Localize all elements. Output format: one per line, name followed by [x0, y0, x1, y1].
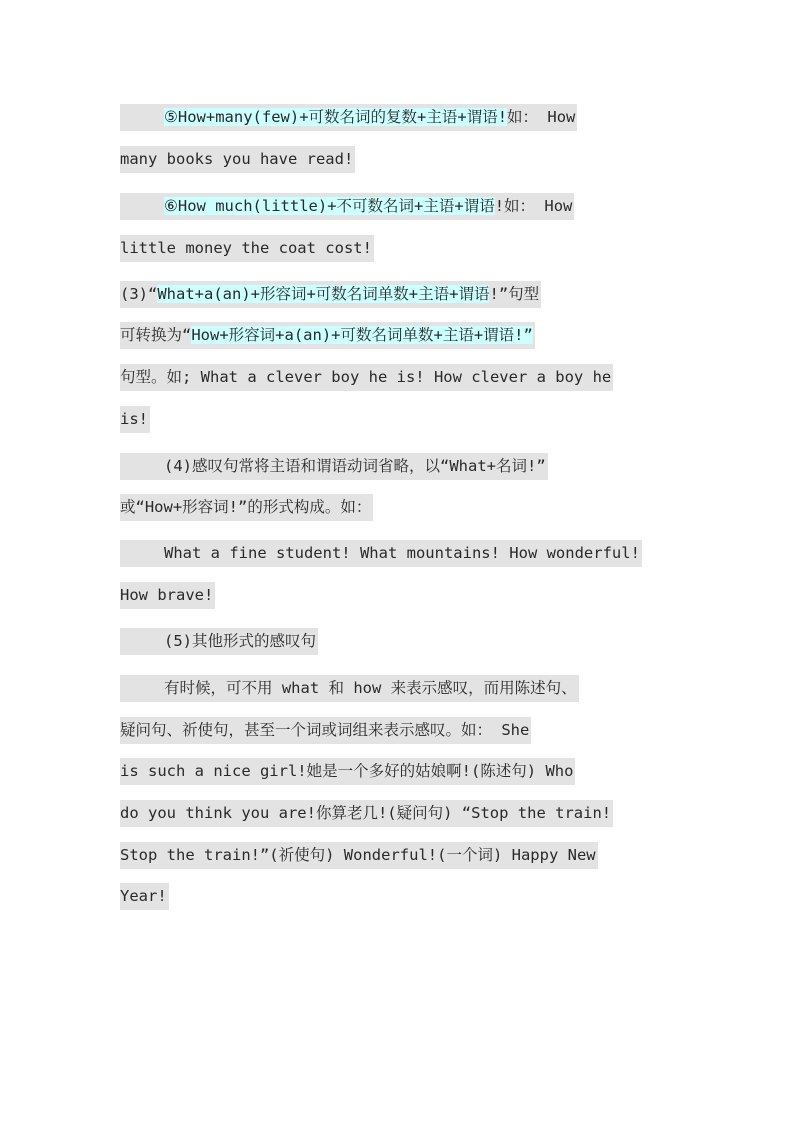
line-text: Stop the train!”(祈使句) Wonderful!(一个词) Happy New	[120, 846, 596, 864]
line-text: (4)感叹句常将主语和谓语动词省略，以“What+名词!”	[164, 457, 546, 475]
text-line-16	[120, 758, 575, 785]
line-text: (5)其他形式的感叹句	[164, 632, 316, 650]
text-line-5	[120, 281, 541, 308]
line-text: !”句型	[489, 285, 540, 303]
text-line-9	[120, 453, 548, 480]
line-text: 或“How+形容词!”的形式构成。如：	[120, 498, 372, 516]
line-text: 疑问句、祈使句，甚至一个词或词组来表示感叹。如： She	[120, 721, 530, 739]
line-text: !如： How	[494, 197, 573, 215]
text-line-19	[120, 883, 169, 910]
line-text: What a fine student! What mountains! How wonderful!	[164, 544, 640, 562]
text-line-1	[120, 104, 577, 131]
line-text: 如： How	[507, 108, 576, 126]
highlighted-text: ⑤How+many(few)+可数名词的复数+主语+谓语!	[164, 108, 508, 126]
text-line-2	[120, 146, 355, 173]
text-line-15	[120, 717, 531, 744]
line-text: How brave!	[120, 586, 214, 604]
highlighted-text: What+a(an)+形容词+可数名词单数+主语+谓语	[157, 285, 490, 303]
line-text: little money the coat cost!	[120, 239, 372, 257]
text-line-3	[120, 193, 574, 220]
highlighted-text: How+形容词+a(an)+可数名词单数+主语+谓语!”	[191, 326, 533, 344]
text-line-17	[120, 800, 613, 827]
text-line-4	[120, 235, 374, 262]
line-text: many books you have read!	[120, 150, 354, 168]
text-line-11	[120, 540, 642, 567]
text-line-18	[120, 842, 598, 869]
line-text: do you think you are!你算老几!(疑问句) “Stop the train!	[120, 804, 612, 822]
text-line-14	[120, 675, 579, 702]
text-line-7	[120, 364, 613, 391]
text-line-12	[120, 582, 215, 609]
text-line-6	[120, 322, 535, 349]
text-line-13	[120, 628, 318, 655]
line-text: 有时候，可不用 what 和 how 来表示感叹，而用陈述句、	[164, 679, 577, 697]
line-text: is!	[120, 410, 148, 428]
line-prefix: (3)“	[120, 285, 158, 303]
line-prefix: 可转换为“	[120, 326, 192, 344]
text-line-8	[120, 406, 150, 433]
line-text: 句型。如; What a clever boy he is! How clever a boy he	[120, 368, 612, 386]
text-line-10	[120, 494, 373, 521]
line-text: is such a nice girl!她是一个多好的姑娘啊!(陈述句) Who	[120, 762, 574, 780]
highlighted-text: ⑥How much(little)+不可数名词+主语+谓语	[164, 197, 495, 215]
line-text: Year!	[120, 887, 167, 905]
